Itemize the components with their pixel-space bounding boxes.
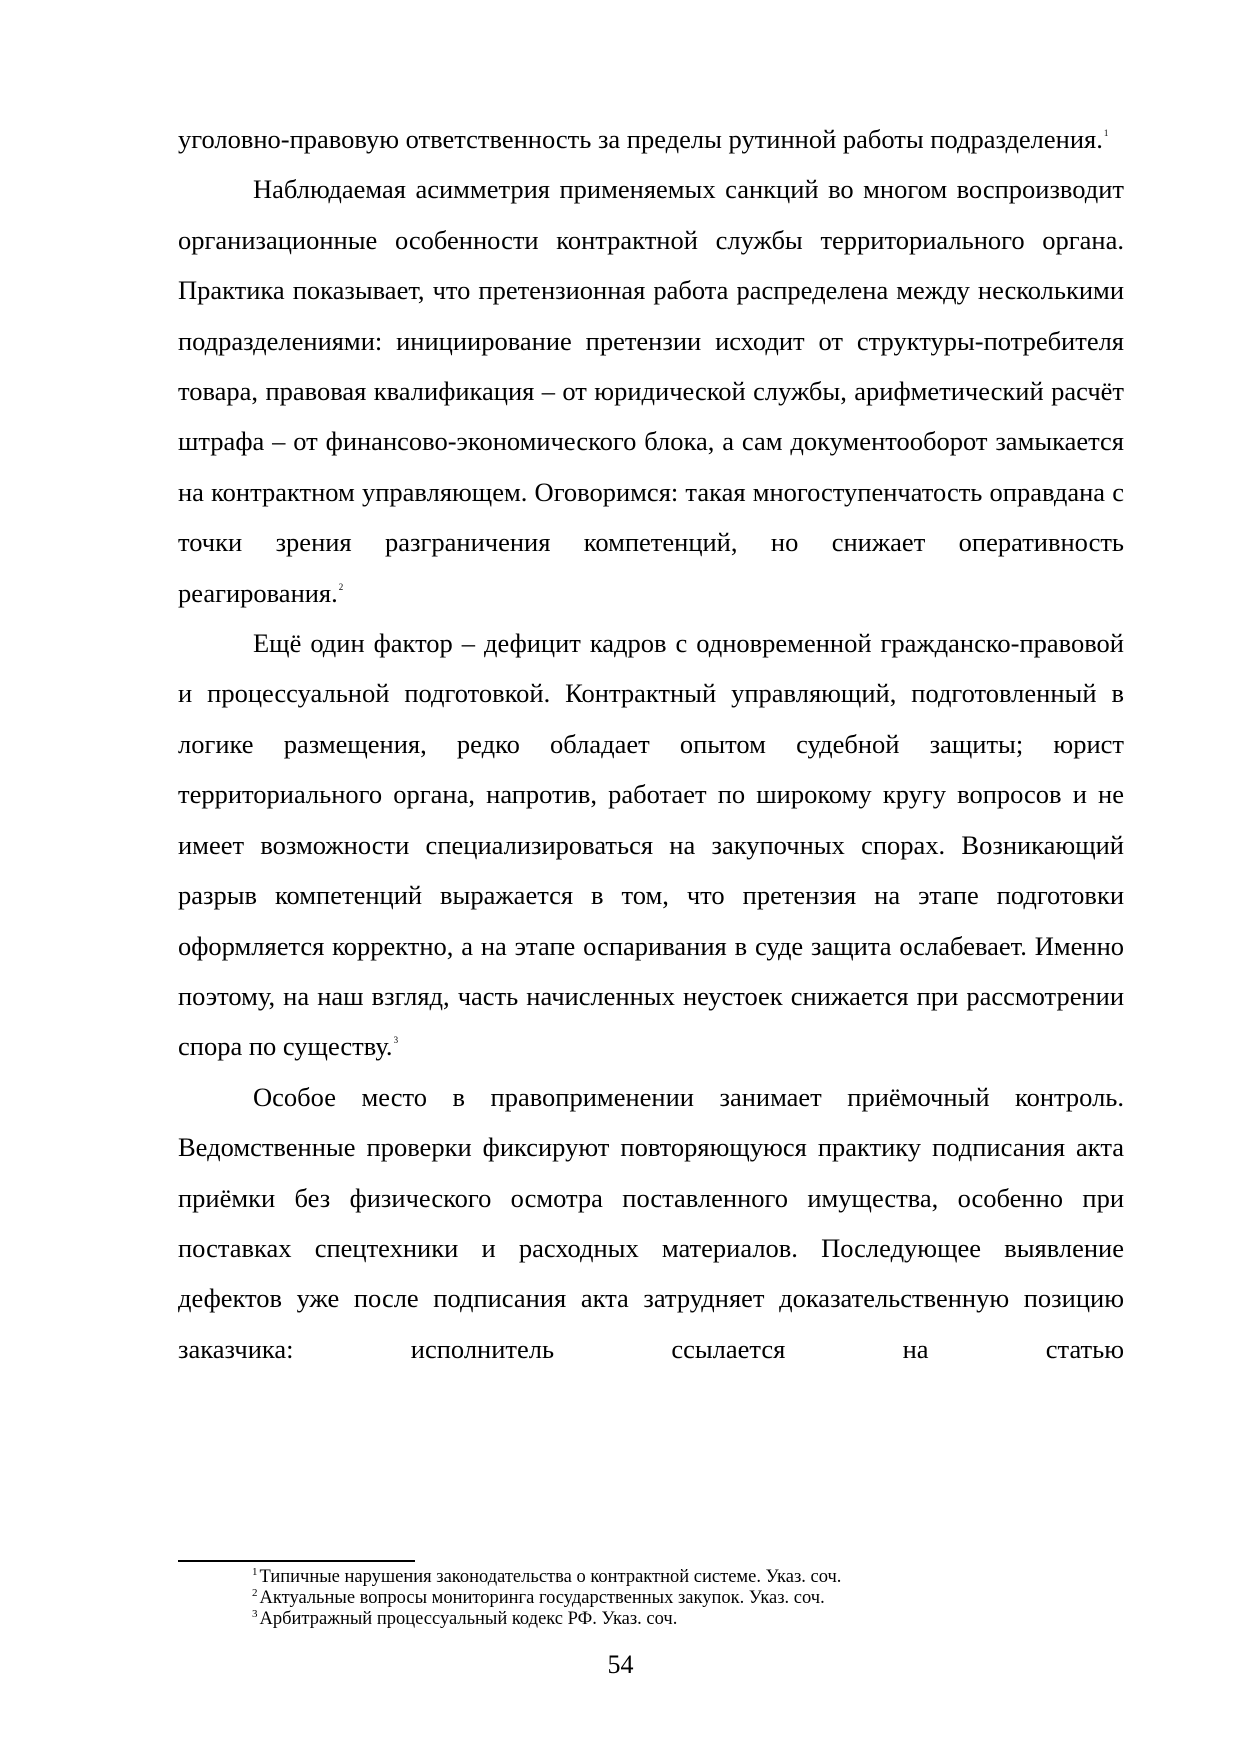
footnote-3 [252, 1609, 1112, 1630]
footnote-text-2: Актуальные вопросы мониторинга государственных закупок. Указ. соч. [259, 1588, 825, 1608]
footnote-ref-2: 2 [338, 581, 344, 592]
footnote-text-1: Типичные нарушения законодательства о контрактной системе. Указ. соч. [259, 1567, 842, 1587]
body-text [178, 114, 1124, 1374]
footnotes [252, 1567, 1112, 1630]
paragraph-4 [178, 1072, 1124, 1374]
footnote-number-3: 3 [252, 1608, 258, 1620]
footnote-text-3: Арбитражный процессуальный кодекс РФ. Указ. соч. [259, 1609, 678, 1629]
paragraph-1-text: уголовно-правовую ответственность за пределы рутинной работы подразделения. [178, 124, 1103, 154]
footnote-separator [178, 1560, 415, 1562]
footnote-1 [252, 1567, 1112, 1588]
paragraph-2-text: Наблюдаемая асимметрия применяемых санкций во многом воспроизводит организационные особенности контрактной службы территориального органа. Практика показывает, что претензионная работа распределена между несколькими подразделениями: инициирование претензии исходит от структуры-потребителя товара, правовая квалификация – от юридической службы, арифметический расчёт штрафа – от финансово-экономического блока, а сам документооборот замыкается на контрактном управляющем. Оговоримся: такая многоступенчатость оправдана с точки зрения разграничения компетенций, но снижает оперативность реагирования. [178, 174, 1124, 608]
page-number: 54 [607, 1650, 634, 1679]
paragraph-2 [178, 164, 1124, 618]
paragraph-3-text: Ещё один фактор – дефицит кадров с одновременной гражданско-правовой и процессуальной подготовкой. Контрактный управляющий, подготовленный в логике размещения, редко обладает опытом судебной защиты; юрист территориального органа, напротив, работает по широкому кругу вопросов и не имеет возможности специализироваться на закупочных спорах. Возникающий разрыв компетенций выражается в том, что претензия на этапе подготовки оформляется корректно, а на этапе оспаривания в суде защита ослабевает. Именно поэтому, на наш взгляд, часть начисленных неустоек снижается при рассмотрении спора по существу. [178, 628, 1124, 1062]
footnote-ref-1: 1 [1103, 128, 1109, 138]
paragraph-1 [178, 114, 1124, 164]
paragraph-3 [178, 618, 1124, 1072]
footnote-ref-3: 3 [393, 1035, 399, 1046]
paragraph-4-text: Особое место в правоприменении занимает приёмочный контроль. Ведомственные проверки фиксируют повторяющуюся практику подписания акта приёмки без физического осмотра поставленного имущества, особенно при поставках спецтехники и расходных материалов. Последующее выявление дефектов уже после подписания акта затрудняет доказательственную позицию заказчика: исполнитель ссылается на статью [178, 1081, 1124, 1364]
footnote-number-1: 1 [252, 1566, 258, 1578]
footnote-2 [252, 1588, 1112, 1609]
footnote-number-2: 2 [252, 1587, 258, 1599]
